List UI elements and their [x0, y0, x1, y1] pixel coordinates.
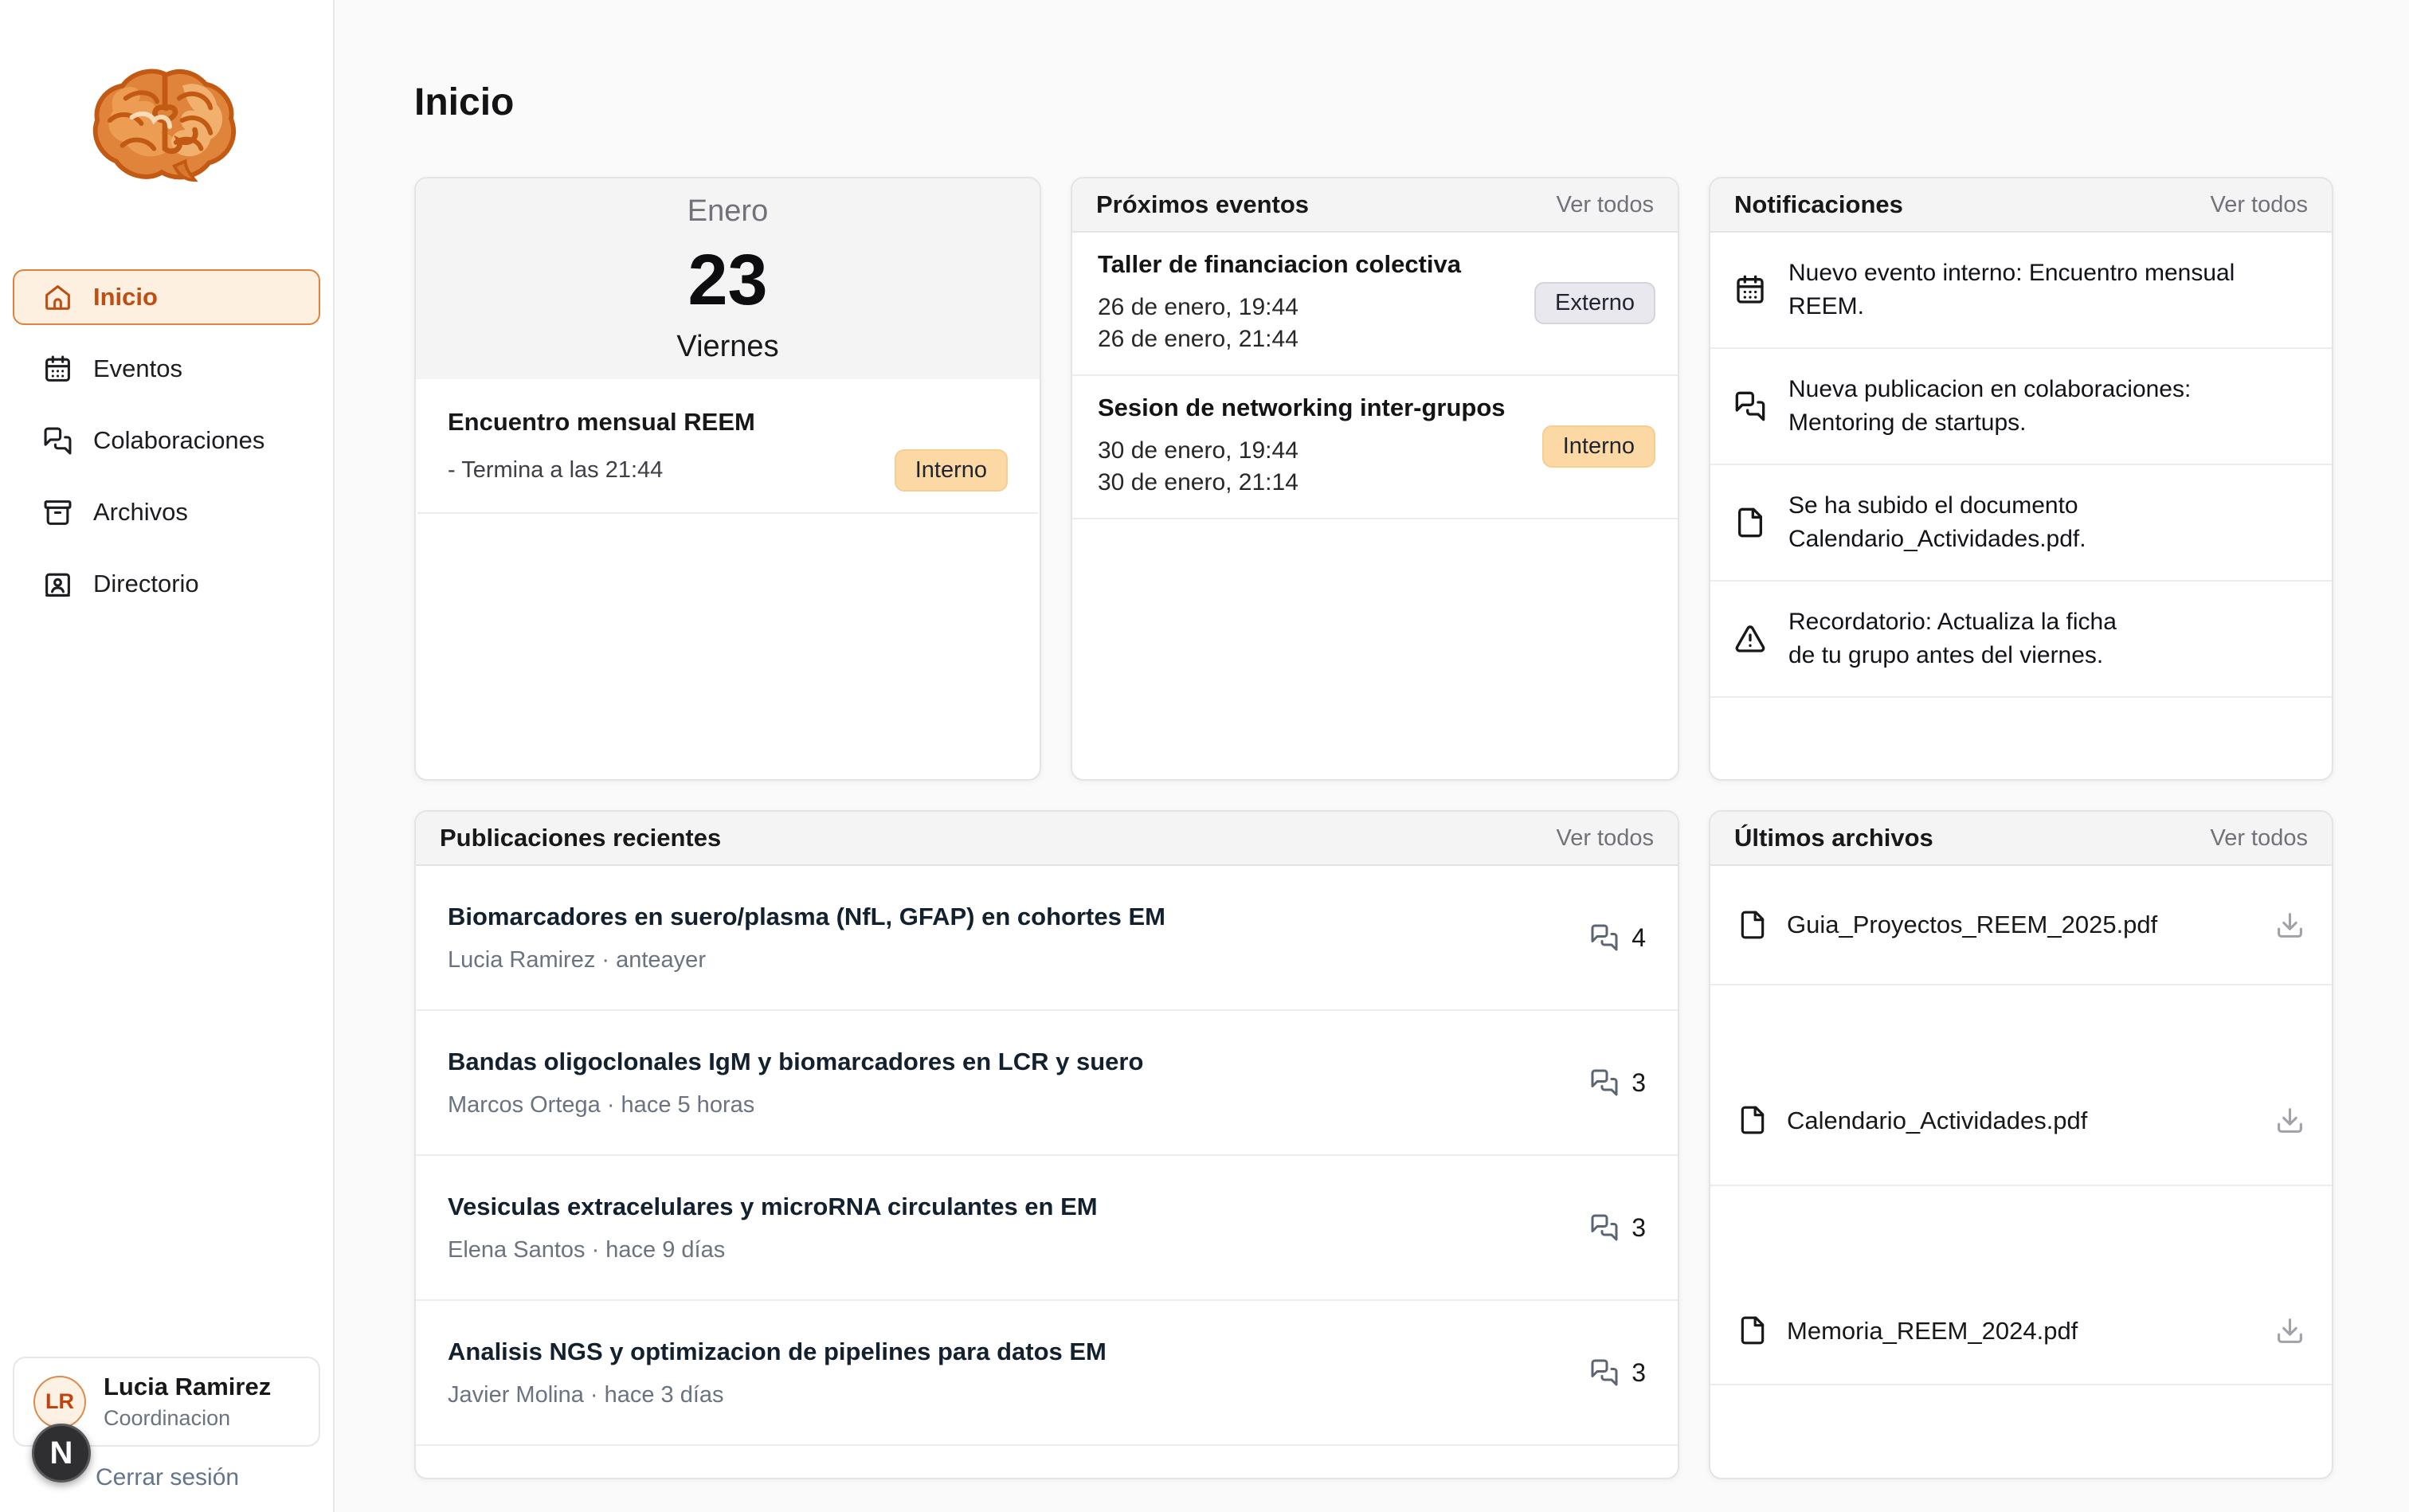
sidebar-item-inicio[interactable] — [13, 269, 320, 325]
top-row — [414, 177, 2334, 781]
download-icon — [2275, 911, 2305, 940]
sidebar-item-eventos[interactable] — [13, 341, 320, 397]
sidebar-item-label: Eventos — [93, 354, 183, 382]
download-button[interactable] — [2275, 911, 2305, 940]
event-title: Sesion de networking inter-grupos — [1098, 394, 1506, 421]
comments-count — [1590, 1068, 1646, 1098]
date-hero — [416, 178, 1040, 379]
card-title: Publicaciones recientes — [440, 824, 722, 852]
comments-icon — [1590, 1068, 1619, 1097]
publication-meta: Javier Molina · hace 3 días — [448, 1381, 724, 1408]
download-icon — [2275, 1106, 2305, 1135]
notifications-card — [1709, 177, 2333, 781]
notification-text: de tu grupo antes del viernes. — [1788, 642, 2104, 668]
notification-text: Recordatorio: Actualiza la ficha — [1788, 609, 2117, 635]
event-start: 30 de enero, 19:44 — [1098, 437, 1299, 464]
calendar-icon — [1734, 274, 1766, 306]
see-all-notifications-link[interactable]: Ver todos — [2210, 191, 2308, 217]
user-name: Lucia Ramirez — [104, 1373, 272, 1400]
download-button[interactable] — [2275, 1316, 2305, 1346]
notification-text: Calendario_Actividades.pdf. — [1788, 526, 2086, 552]
publication-title: Bandas oligoclonales IgM y biomarcadores en LCR y suero — [448, 1047, 1144, 1075]
card-title: Últimos archivos — [1734, 824, 1933, 852]
sidebar-item-archivos[interactable] — [13, 484, 320, 540]
sidebar — [0, 0, 335, 1512]
sidebar-footer — [0, 1357, 333, 1512]
sidebar-nav — [0, 269, 333, 612]
notification-row[interactable] — [1710, 233, 2332, 349]
sidebar-item-label: Directorio — [93, 570, 199, 597]
status-badge-interno: Interno — [895, 449, 1008, 492]
publication-title: Analisis NGS y optimizacion de pipelines para datos EM — [448, 1337, 1107, 1365]
file-icon — [1737, 910, 1768, 940]
date-month: Enero — [687, 194, 769, 228]
file-name: Memoria_REEM_2024.pdf — [1787, 1317, 2078, 1345]
calendar-icon — [43, 354, 72, 384]
publication-row[interactable] — [416, 866, 1678, 1011]
home-icon — [43, 283, 72, 312]
sidebar-item-colaboraciones[interactable] — [13, 413, 320, 468]
event-row[interactable] — [1072, 376, 1678, 519]
event-detail: - Termina a las 21:44 — [448, 457, 664, 483]
messages-icon — [1734, 390, 1766, 422]
card-title: Próximos eventos — [1096, 190, 1310, 218]
publication-row[interactable] — [416, 1156, 1678, 1301]
publication-title: Biomarcadores en suero/plasma (NfL, GFAP) en cohortes EM — [448, 902, 1165, 930]
file-name: Calendario_Actividades.pdf — [1787, 1107, 2088, 1134]
overlay-n-badge: N — [32, 1424, 91, 1483]
user-role: Coordinacion — [104, 1406, 231, 1430]
alert-triangle-icon — [1734, 623, 1766, 655]
file-icon — [1734, 507, 1766, 539]
file-name: Guia_Proyectos_REEM_2025.pdf — [1787, 911, 2158, 938]
sidebar-item-label: Colaboraciones — [93, 426, 265, 454]
comments-count — [1590, 1358, 1646, 1388]
file-icon — [1737, 1315, 1768, 1346]
date-day: 23 — [687, 240, 768, 320]
latest-files-card — [1709, 810, 2333, 1479]
recent-publications-card — [414, 810, 1679, 1479]
card-title: Notificaciones — [1734, 190, 1903, 218]
publication-row[interactable] — [416, 1301, 1678, 1446]
app-logo — [0, 67, 333, 186]
brain-puzzle-logo-icon — [87, 67, 246, 186]
today-card — [414, 177, 1041, 781]
notification-text: Se ha subido el documento — [1788, 492, 2078, 519]
comments-number: 3 — [1631, 1067, 1646, 1097]
upcoming-events-card — [1071, 177, 1679, 781]
see-all-events-link[interactable]: Ver todos — [1556, 191, 1654, 217]
file-row[interactable] — [1710, 985, 2332, 1186]
notification-row[interactable] — [1710, 582, 2332, 698]
comments-count — [1590, 923, 1646, 953]
comments-count — [1590, 1213, 1646, 1243]
see-all-files-link[interactable]: Ver todos — [2210, 825, 2308, 851]
messages-icon — [43, 426, 72, 456]
notification-text: Mentoring de startups. — [1788, 409, 2027, 436]
sidebar-item-label: Inicio — [93, 283, 158, 311]
today-event-row[interactable] — [417, 379, 1038, 514]
publication-row[interactable] — [416, 1011, 1678, 1156]
event-end: 30 de enero, 21:14 — [1098, 469, 1299, 496]
avatar: LR — [33, 1376, 86, 1428]
comments-number: 3 — [1631, 1212, 1646, 1242]
event-title: Taller de financiacion colectiva — [1098, 250, 1461, 278]
event-title: Encuentro mensual REEM — [448, 408, 755, 436]
notification-row[interactable] — [1710, 465, 2332, 582]
sidebar-item-directorio[interactable] — [13, 556, 320, 612]
file-row[interactable] — [1710, 1186, 2332, 1385]
publication-meta: Marcos Ortega · hace 5 horas — [448, 1091, 755, 1118]
status-badge-externo: Externo — [1534, 282, 1655, 324]
comments-number: 4 — [1631, 922, 1646, 952]
notification-text: Nueva publicacion en colaboraciones: — [1788, 376, 2192, 402]
comments-icon — [1590, 1213, 1619, 1242]
comments-number: 3 — [1631, 1357, 1646, 1387]
publication-meta: Lucia Ramirez · anteayer — [448, 946, 706, 973]
file-icon — [1737, 1105, 1768, 1135]
see-all-publications-link[interactable]: Ver todos — [1556, 825, 1654, 851]
date-weekday: Viernes — [676, 329, 779, 363]
download-button[interactable] — [2275, 1106, 2305, 1135]
logout-link[interactable]: Cerrar sesión — [96, 1464, 240, 1490]
notification-text: Nuevo evento interno: Encuentro mensual REEM. — [1788, 260, 2235, 319]
comments-icon — [1590, 1358, 1619, 1387]
page-title: Inicio — [414, 81, 515, 123]
archive-icon — [43, 498, 72, 527]
publication-meta: Elena Santos · hace 9 días — [448, 1236, 726, 1263]
status-badge-interno: Interno — [1542, 425, 1655, 468]
main-content — [335, 0, 2409, 1512]
bottom-row — [414, 810, 2334, 1479]
comments-icon — [1590, 923, 1619, 952]
file-row[interactable] — [1710, 866, 2332, 985]
event-end: 26 de enero, 21:44 — [1098, 326, 1299, 352]
sidebar-item-label: Archivos — [93, 498, 188, 526]
notification-row[interactable] — [1710, 349, 2332, 465]
contact-card-icon — [43, 570, 72, 599]
publication-title: Vesiculas extracelulares y microRNA circulantes en EM — [448, 1192, 1098, 1220]
event-start: 26 de enero, 19:44 — [1098, 294, 1299, 320]
download-icon — [2275, 1316, 2305, 1346]
event-row[interactable] — [1072, 233, 1678, 376]
